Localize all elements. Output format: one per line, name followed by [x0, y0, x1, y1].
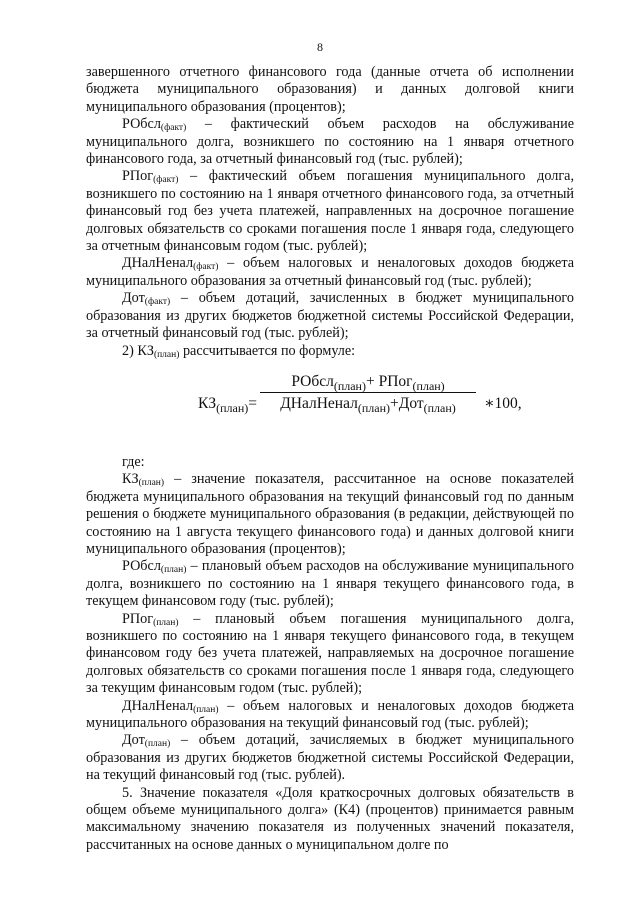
definition-dot-plan — [86, 732, 574, 784]
term-subscript: (факт) — [193, 262, 219, 273]
numerator-term-b: + РПог — [365, 372, 413, 390]
term-subscript: (план) — [153, 617, 179, 628]
term-definition: – значение показателя, рассчитанное на основе показателей бюджета муниципального образования на текущий финансовый год по данным решения о бюджете муниципального образования (в редакции, действующей по состоянию на 1 августа текущего финансового года) и данных долговой книги муниципального образования (процентов); — [86, 471, 574, 557]
numerator-term-a-subscript: (план) — [333, 378, 366, 393]
formula-intro — [86, 343, 574, 360]
formula-intro-label: 2) КЗ — [122, 342, 154, 359]
term-subscript: (факт) — [160, 123, 187, 134]
definition-dnalnenal-plan — [86, 698, 574, 733]
formula-lhs-subscript: (план) — [216, 400, 249, 415]
term-symbol: Дот — [122, 290, 145, 307]
paragraph-item-5: 5. Значение показателя «Доля краткосрочных долговых обязательств в общем объеме муниципального долга» (К4) (процентов) принимается равным максимальному значению показателя из полученных значений показателя, рассчитанных на основе данных о муниципальном долге по — [86, 784, 574, 853]
formula-lhs-symbol: КЗ — [198, 394, 217, 412]
term-subscript: (факт) — [153, 175, 179, 186]
numerator-term-b-subscript: (план) — [412, 378, 445, 393]
term-definition: – фактический объем погашения муниципального долга, возникшего по состоянию на 1 января отчетного финансового года, за отчетный финансовый год без учета платежей, направленных на досрочное погашение долговых обязательств со сроками погашения после 1 января года, следующего за отчетным финансовым годом (тыс. рублей); — [86, 168, 574, 255]
term-symbol: Дот — [122, 732, 145, 749]
definition-kz-plan — [86, 471, 574, 558]
term-symbol: РПог — [122, 610, 154, 627]
formula-denominator — [256, 393, 480, 416]
definition-robsl-fakt — [86, 116, 574, 168]
denominator-term-b-subscript: (план) — [423, 401, 456, 416]
definition-rpog-plan — [86, 611, 574, 698]
term-symbol: РПог — [122, 168, 154, 185]
term-subscript: (факт) — [144, 297, 171, 308]
term-definition: – объем налоговых и неналоговых доходов бюджета муниципального образования за отчетный финансовый год (тыс. рублей); — [86, 255, 574, 289]
definition-robsl-plan — [86, 558, 574, 610]
term-symbol: КЗ — [122, 471, 139, 488]
where-label: где: — [122, 453, 145, 470]
formula-fraction — [256, 372, 480, 416]
formula-kz-plan — [86, 360, 574, 454]
paragraph-continuation: завершенного отчетного финансового года (данные отчета об исполнении бюджета муниципального образования) и данных долговой книги муниципального образования (процентов); — [86, 64, 574, 115]
formula-intro-text: рассчитывается по формуле: — [179, 342, 356, 359]
term-definition: – плановый объем расходов на обслуживание муниципального долга, возникшего по состоянию на 1 января текущего финансового года, в текущем финансовом году (тыс. рублей); — [86, 558, 574, 610]
term-definition: – объем дотаций, зачисленных в бюджет муниципального образования из других бюджетов бюджетной системы Российской Федерации, за отчетный финансовый год (тыс. рублей); — [86, 290, 574, 342]
term-symbol: ДНалНенал — [122, 697, 194, 714]
term-subscript: (план) — [144, 739, 171, 750]
denominator-term-b: +Дот — [390, 395, 424, 413]
definition-rpog-fakt — [86, 168, 574, 255]
term-subscript: (план) — [160, 565, 187, 576]
definition-dnalnenal-fakt — [86, 255, 574, 290]
term-definition: – объем налоговых и неналоговых доходов бюджета муниципального образования на текущий финансовый год (тыс. рублей); — [86, 697, 574, 731]
numerator-term-a: РОбсл — [291, 372, 334, 390]
formula-numerator — [256, 373, 480, 392]
term-subscript: (план) — [153, 349, 180, 360]
term-subscript: (план) — [193, 704, 219, 715]
formula-lhs — [198, 394, 258, 415]
term-symbol: РОбсл — [122, 558, 161, 575]
definition-dot-fakt — [86, 290, 574, 342]
term-symbol: РОбсл — [122, 116, 161, 133]
term-subscript: (план) — [138, 478, 165, 489]
denominator-term-a: ДНалНенал — [280, 395, 358, 413]
formula-equals: = — [248, 394, 258, 412]
document-body — [86, 64, 574, 854]
formula-multiplier: ∗100, — [484, 394, 522, 412]
denominator-term-a-subscript: (план) — [357, 401, 390, 416]
term-definition: – плановый объем погашения муниципального долга, возникшего по состоянию на 1 января текущего финансового года, в текущем финансовом году без учета платежей, направляемых на досрочное погашение долговых обязательств со сроками погашения после 1 января года, следующего за текущим финансовым годом (тыс. рублей); — [86, 610, 574, 697]
term-definition: – фактический объем расходов на обслуживание муниципального долга, возникшего по состоянию на 1 января отчетного финансового года, за отчетный финансовый год (тыс. рублей); — [86, 116, 574, 168]
term-definition: – объем дотаций, зачисляемых в бюджет муниципального образования из других бюджетов бюджетной системы Российской Федерации, на текущий финансовый год (тыс. рублей). — [86, 732, 574, 784]
term-symbol: ДНалНенал — [122, 255, 194, 272]
page-number: 8 — [317, 40, 323, 54]
